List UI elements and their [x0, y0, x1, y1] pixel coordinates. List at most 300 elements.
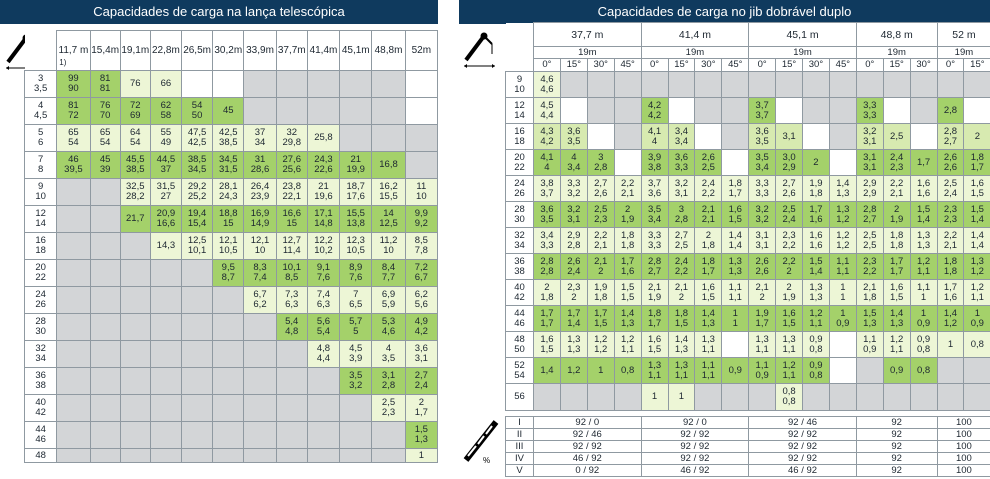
capacity-cell	[587, 384, 614, 411]
cell-value-top: 1,4	[836, 177, 850, 189]
cell-value-top: 17,1	[314, 208, 333, 219]
cell-value-top: 76	[99, 100, 111, 111]
cell-value-top: 4	[571, 151, 577, 163]
cell-value-bottom: 6,3	[285, 299, 299, 310]
telescoping-label: III	[506, 441, 534, 453]
cell-value-bottom: 1,7	[701, 265, 715, 277]
capacity-cell	[405, 395, 437, 422]
radius-label	[25, 152, 57, 179]
capacity-cell	[57, 71, 90, 98]
table-row	[25, 98, 438, 125]
cell-value-top: 56	[514, 391, 525, 402]
jib-length-header: 19m	[641, 47, 749, 59]
capacity-cell	[587, 228, 614, 254]
telescoping-label: IV	[506, 453, 534, 465]
capacity-cell	[120, 449, 150, 463]
capacity-cell	[276, 287, 307, 314]
cell-value-bottom: 54	[99, 137, 111, 148]
capacity-cell	[182, 422, 213, 449]
capacity-cell	[213, 395, 244, 422]
capacity-cell	[614, 176, 641, 202]
capacity-cell	[213, 233, 244, 260]
cell-value-bottom: 30	[35, 326, 46, 337]
cell-value-bottom: 15,4	[187, 218, 207, 229]
capacity-cell	[883, 150, 910, 176]
cell-value-bottom: 2,8	[567, 239, 581, 251]
cell-value-bottom: 2	[678, 291, 685, 303]
capacity-cell	[910, 72, 937, 98]
cell-value-top: 16	[35, 235, 46, 246]
cell-value-top: 2,1	[594, 255, 608, 267]
cell-value-bottom: 2,2	[701, 187, 715, 199]
table-row	[506, 384, 990, 411]
cell-value-bottom: 3,4	[674, 135, 689, 147]
capacity-cell	[829, 72, 856, 98]
capacity-cell	[856, 150, 883, 176]
cell-value-bottom: 10	[416, 191, 427, 202]
cell-value-bottom: 1,1	[647, 369, 662, 381]
capacity-cell	[182, 152, 213, 179]
capacity-cell	[749, 228, 776, 254]
cell-value-bottom: 1,5	[970, 187, 984, 199]
capacity-cell	[307, 368, 339, 395]
cell-value-bottom: 28,6	[250, 164, 270, 175]
cell-value-bottom: 5,6	[414, 299, 428, 310]
capacity-cell	[695, 228, 722, 254]
cell-value-bottom: 29,8	[282, 137, 301, 148]
cell-value-bottom: 1,3	[728, 265, 742, 277]
capacity-cell	[57, 422, 90, 449]
cell-value-bottom: 0,9	[916, 317, 931, 329]
cell-value-top: 9	[37, 181, 44, 192]
capacity-cell	[560, 72, 587, 98]
capacity-cell	[856, 306, 883, 332]
cell-value-top: 1,1	[755, 359, 769, 371]
cell-value-bottom: 3,7	[540, 187, 554, 199]
jib-angle-header: 15°	[883, 59, 910, 72]
cell-value-top: 16	[514, 125, 525, 137]
cell-value-top: 1,6	[916, 177, 931, 189]
cell-value-top: 2	[705, 229, 711, 241]
capacity-cell	[883, 228, 910, 254]
capacity-cell	[668, 280, 695, 306]
cell-value-bottom: 2,6	[755, 265, 769, 277]
capacity-cell	[937, 176, 964, 202]
telescoping-value: 92	[856, 417, 937, 429]
capacity-cell	[910, 202, 937, 228]
capacity-cell	[668, 332, 695, 358]
cell-value-top: 4,5	[349, 343, 363, 354]
capacity-cell	[560, 98, 587, 124]
cell-value-bottom: 2,8	[674, 213, 689, 225]
right-load-table	[505, 22, 990, 477]
capacity-cell	[120, 368, 150, 395]
cell-value-top: 29,2	[187, 181, 207, 192]
cell-value-top: 1,5	[863, 307, 877, 319]
cell-value-top: 14	[383, 208, 394, 219]
capacity-cell	[182, 260, 213, 287]
capacity-cell	[150, 71, 181, 98]
capacity-cell	[695, 202, 722, 228]
capacity-cell	[534, 150, 561, 176]
cell-value-bottom: 0,8	[809, 369, 823, 381]
cell-value-bottom: 1,3	[701, 317, 715, 329]
cell-value-top: 3,7	[755, 99, 769, 111]
cell-value-top: 2	[974, 130, 980, 142]
capacity-cell	[722, 384, 749, 411]
cell-value-bottom: 1,6	[943, 291, 958, 303]
capacity-cell	[182, 449, 213, 463]
table-row	[506, 202, 990, 228]
capacity-cell	[587, 150, 614, 176]
cell-value-top: 44	[514, 307, 525, 319]
radius-label	[25, 179, 57, 206]
cell-value-bottom: 0,9	[755, 369, 769, 381]
jib-length-header: 19m	[856, 47, 937, 59]
cell-value-bottom: 1,1	[621, 343, 635, 355]
telescoping-value: 92 / 92	[641, 441, 749, 453]
jib-angle-header: 45°	[614, 59, 641, 72]
cell-value-top: 1,9	[594, 281, 608, 293]
cell-value-top: 1,7	[890, 255, 904, 267]
cell-value-bottom: 1,8	[863, 291, 877, 303]
cell-value-top: 2,5	[863, 229, 877, 241]
capacity-cell	[534, 202, 561, 228]
jib-angle-header: 30°	[910, 59, 937, 72]
cell-value-top: 3,4	[674, 125, 689, 137]
capacity-cell	[776, 202, 803, 228]
telescoping-value: 92 / 92	[749, 441, 857, 453]
capacity-cell	[150, 449, 181, 463]
cell-value-bottom: 10,5	[346, 245, 365, 256]
cell-value-top: 1,4	[970, 229, 984, 241]
cell-value-top: 0,9	[809, 359, 823, 371]
cell-value-bottom: 1,1	[674, 369, 689, 381]
capacity-cell	[722, 176, 749, 202]
cell-value-top: 1,1	[916, 281, 931, 293]
cell-value-top: 32	[286, 127, 298, 138]
cell-value-top: 1	[840, 281, 846, 293]
capacity-cell	[695, 124, 722, 150]
cell-value-top: 4,3	[540, 125, 554, 137]
capacity-cell	[668, 384, 695, 411]
capacity-cell	[150, 314, 181, 341]
cell-value-bottom: 6,7	[414, 272, 428, 283]
cell-value-top: 1,6	[728, 203, 742, 215]
capacity-cell	[614, 98, 641, 124]
cell-value-top: 1,1	[728, 281, 742, 293]
capacity-cell	[182, 368, 213, 395]
cell-value-bottom: 2,4	[943, 187, 958, 199]
capacity-cell	[722, 202, 749, 228]
table-row	[25, 341, 438, 368]
cell-value-bottom: 2,4	[414, 380, 428, 391]
cell-value-bottom: 4,2	[540, 135, 554, 147]
cell-value-top: 40	[514, 281, 525, 293]
cell-value-top: 2,1	[647, 281, 662, 293]
capacity-cell	[587, 202, 614, 228]
capacity-cell	[937, 280, 964, 306]
cell-value-bottom: 30	[514, 213, 525, 225]
capacity-cell	[307, 395, 339, 422]
cell-value-top: 4,1	[647, 125, 662, 137]
cell-value-bottom: 2	[598, 265, 604, 277]
cell-value-bottom: 1,1	[728, 291, 742, 303]
capacity-cell	[776, 98, 803, 124]
cell-value-top: 1,9	[809, 177, 823, 189]
capacity-cell	[722, 150, 749, 176]
capacity-cell	[829, 98, 856, 124]
capacity-cell	[910, 176, 937, 202]
cell-value-bottom: 3,5	[34, 83, 48, 94]
cell-value-bottom: 3,8	[647, 161, 662, 173]
capacity-cell	[560, 280, 587, 306]
cell-value-top: 19,4	[187, 208, 207, 219]
cell-value-top: 23,8	[282, 181, 301, 192]
cell-value-bottom: 39,5	[64, 164, 83, 175]
capacity-cell	[587, 98, 614, 124]
capacity-cell	[307, 341, 339, 368]
capacity-cell	[90, 314, 120, 341]
capacity-cell	[534, 384, 561, 411]
cell-value-bottom: 3,3	[540, 239, 554, 251]
cell-value-bottom: 1,5	[621, 291, 635, 303]
cell-value-bottom: 3,1	[567, 213, 581, 225]
cell-value-bottom: 1,6	[916, 187, 931, 199]
cell-value-top: 2,5	[782, 203, 796, 215]
cell-value-top: 16,2	[379, 181, 398, 192]
cell-value-top: 4,1	[540, 151, 554, 163]
jib-angle-header: 15°	[560, 59, 587, 72]
cell-value-bottom: 2,1	[621, 187, 635, 199]
cell-value-top: 3,2	[755, 203, 769, 215]
cell-value-top: 3,2	[863, 125, 877, 137]
cell-value-bottom: 2,9	[863, 187, 877, 199]
jib-angle-header: 0°	[937, 59, 964, 72]
cell-value-bottom: 1,9	[782, 291, 796, 303]
cell-value-bottom: 1,6	[809, 213, 823, 225]
capacity-cell	[587, 254, 614, 280]
cell-value-top: 81	[68, 100, 79, 111]
capacity-cell	[276, 341, 307, 368]
capacity-cell	[276, 449, 307, 463]
capacity-cell	[405, 260, 437, 287]
cell-value-top: 62	[160, 100, 172, 111]
cell-value-bottom: 2	[571, 291, 577, 303]
capacity-cell	[213, 98, 244, 125]
capacity-cell	[614, 228, 641, 254]
capacity-cell	[307, 206, 339, 233]
capacity-cell	[405, 71, 437, 98]
capacity-cell	[405, 422, 437, 449]
capacity-cell	[749, 124, 776, 150]
cell-value-bottom: 3,3	[755, 187, 769, 199]
radius-label	[25, 449, 57, 463]
cell-value-top: 24,3	[314, 154, 333, 165]
cell-value-bottom: 2,1	[701, 213, 715, 225]
capacity-cell	[614, 358, 641, 384]
capacity-cell	[120, 206, 150, 233]
capacity-cell	[57, 125, 90, 152]
capacity-cell	[560, 384, 587, 411]
cell-value-top: 1,8	[728, 177, 742, 189]
capacity-cell	[695, 384, 722, 411]
table-row	[25, 206, 438, 233]
radius-label	[25, 287, 57, 314]
jib-angle-header: 30°	[803, 59, 830, 72]
cell-value-bottom: 2,2	[674, 265, 689, 277]
radius-label	[506, 358, 534, 384]
cell-value-top: 3,6	[414, 343, 428, 354]
cell-value-top: 99	[68, 73, 79, 84]
cell-value-top: 28,1	[219, 181, 238, 192]
capacity-cell	[244, 125, 276, 152]
capacity-cell	[803, 150, 830, 176]
capacity-cell	[244, 368, 276, 395]
cell-value-top: 2,3	[782, 229, 796, 241]
capacity-cell	[910, 98, 937, 124]
cell-value-top: 1,3	[728, 255, 742, 267]
cell-value-bottom: 2,2	[782, 239, 796, 251]
capacity-cell	[150, 125, 181, 152]
capacity-cell	[57, 98, 90, 125]
cell-value-bottom: 1,9	[621, 213, 635, 225]
cell-value-top: 1,8	[701, 255, 715, 267]
cell-value-bottom: 4,2	[414, 326, 428, 337]
cell-value-bottom: 1,1	[755, 343, 769, 355]
cell-value-bottom: 1,1	[836, 265, 850, 277]
cell-value-top: 0,8	[916, 364, 931, 376]
capacity-cell	[182, 206, 213, 233]
capacity-cell	[534, 176, 561, 202]
cell-value-top: 3,6	[540, 203, 554, 215]
cell-value-bottom: 1,8	[621, 239, 635, 251]
capacity-cell	[937, 202, 964, 228]
capacity-cell	[276, 395, 307, 422]
cell-value-top: 4,8	[316, 343, 331, 354]
capacity-cell	[276, 125, 307, 152]
capacity-cell	[150, 395, 181, 422]
boom-length-header: 22,8m	[150, 31, 181, 71]
capacity-cell	[803, 358, 830, 384]
radius-label	[506, 98, 534, 124]
left-panel-title: Capacidades de carga na lança telescópica	[0, 0, 438, 24]
capacity-cell	[803, 202, 830, 228]
capacity-cell	[910, 306, 937, 332]
cell-value-top: 9,1	[316, 262, 331, 273]
cell-value-bottom: 25,2	[187, 191, 207, 202]
cell-value-top: 2,2	[943, 229, 958, 241]
capacity-cell	[307, 314, 339, 341]
capacity-cell	[937, 306, 964, 332]
cell-value-bottom: 27	[160, 191, 172, 202]
cell-value-bottom: 22	[35, 272, 46, 283]
cell-value-bottom: 6,5	[349, 299, 363, 310]
capacity-cell	[641, 176, 668, 202]
capacity-cell	[372, 395, 405, 422]
capacity-cell	[120, 233, 150, 260]
cell-value-bottom: 2,6	[594, 187, 608, 199]
capacity-cell	[587, 280, 614, 306]
cell-value-top: 3,6	[567, 125, 581, 137]
capacity-cell	[749, 332, 776, 358]
cell-value-bottom: 4,4	[316, 353, 331, 364]
cell-value-top: 2	[418, 397, 424, 408]
cell-value-bottom: 34,5	[187, 164, 207, 175]
cell-value-top: 0,9	[728, 364, 742, 376]
cell-value-top: 34,5	[219, 154, 238, 165]
cell-value-top: 3,0	[782, 151, 796, 163]
cell-value-bottom: 16,6	[156, 218, 176, 229]
radius-label	[506, 228, 534, 254]
capacity-cell	[307, 449, 339, 463]
cell-value-top: 12,1	[250, 235, 270, 246]
capacity-cell	[150, 152, 181, 179]
cell-value-top: 1,2	[809, 307, 823, 319]
cell-value-top: 1,2	[567, 364, 581, 376]
cell-value-top: 0,9	[890, 364, 904, 376]
cell-value-bottom: 2,3	[381, 407, 396, 418]
boom-length-header: 15,4m	[90, 31, 120, 71]
capacity-cell	[937, 384, 964, 411]
capacity-cell	[749, 98, 776, 124]
capacity-cell	[90, 233, 120, 260]
cell-value-bottom: 50	[191, 110, 203, 121]
cell-value-top: 1,3	[647, 359, 662, 371]
cell-value-bottom: 1,7	[414, 407, 428, 418]
capacity-cell	[307, 98, 339, 125]
boom-length-header: 41,4 m	[641, 23, 749, 47]
capacity-cell	[120, 179, 150, 206]
capacity-cell	[695, 98, 722, 124]
table-row	[506, 254, 990, 280]
capacity-cell	[614, 124, 641, 150]
capacity-cell	[182, 395, 213, 422]
capacity-cell	[90, 260, 120, 287]
capacity-cell	[776, 176, 803, 202]
capacity-cell	[964, 280, 990, 306]
cell-value-bottom: 90	[68, 83, 79, 94]
capacity-cell	[776, 124, 803, 150]
capacity-cell	[856, 358, 883, 384]
capacity-cell	[150, 206, 181, 233]
boom-length-header: 45,1 m	[749, 23, 857, 47]
cell-value-bottom: 1,3	[674, 343, 689, 355]
cell-value-top: 24	[514, 177, 525, 189]
cell-value-top: 5,4	[285, 316, 299, 327]
capacity-cell	[937, 358, 964, 384]
cell-value-top: 2,4	[890, 151, 904, 163]
capacity-cell	[150, 422, 181, 449]
capacity-cell	[587, 124, 614, 150]
cell-value-top: 3	[678, 203, 685, 215]
cell-value-top: 48	[514, 333, 525, 345]
capacity-cell	[910, 228, 937, 254]
capacity-cell	[883, 202, 910, 228]
cell-value-bottom: 1,4	[728, 239, 742, 251]
capacity-cell	[534, 332, 561, 358]
table-row	[506, 280, 990, 306]
boom-length-header: 41,4m	[307, 31, 339, 71]
cell-value-top: 1,4	[943, 307, 958, 319]
cell-value-bottom: 1,6	[809, 239, 823, 251]
cell-value-bottom: 69	[129, 110, 141, 121]
telescoping-value: 92 / 92	[749, 429, 857, 441]
capacity-cell	[150, 179, 181, 206]
cell-value-bottom: 1,5	[674, 317, 689, 329]
cell-value-top: 3,5	[755, 151, 769, 163]
capacity-cell	[587, 176, 614, 202]
